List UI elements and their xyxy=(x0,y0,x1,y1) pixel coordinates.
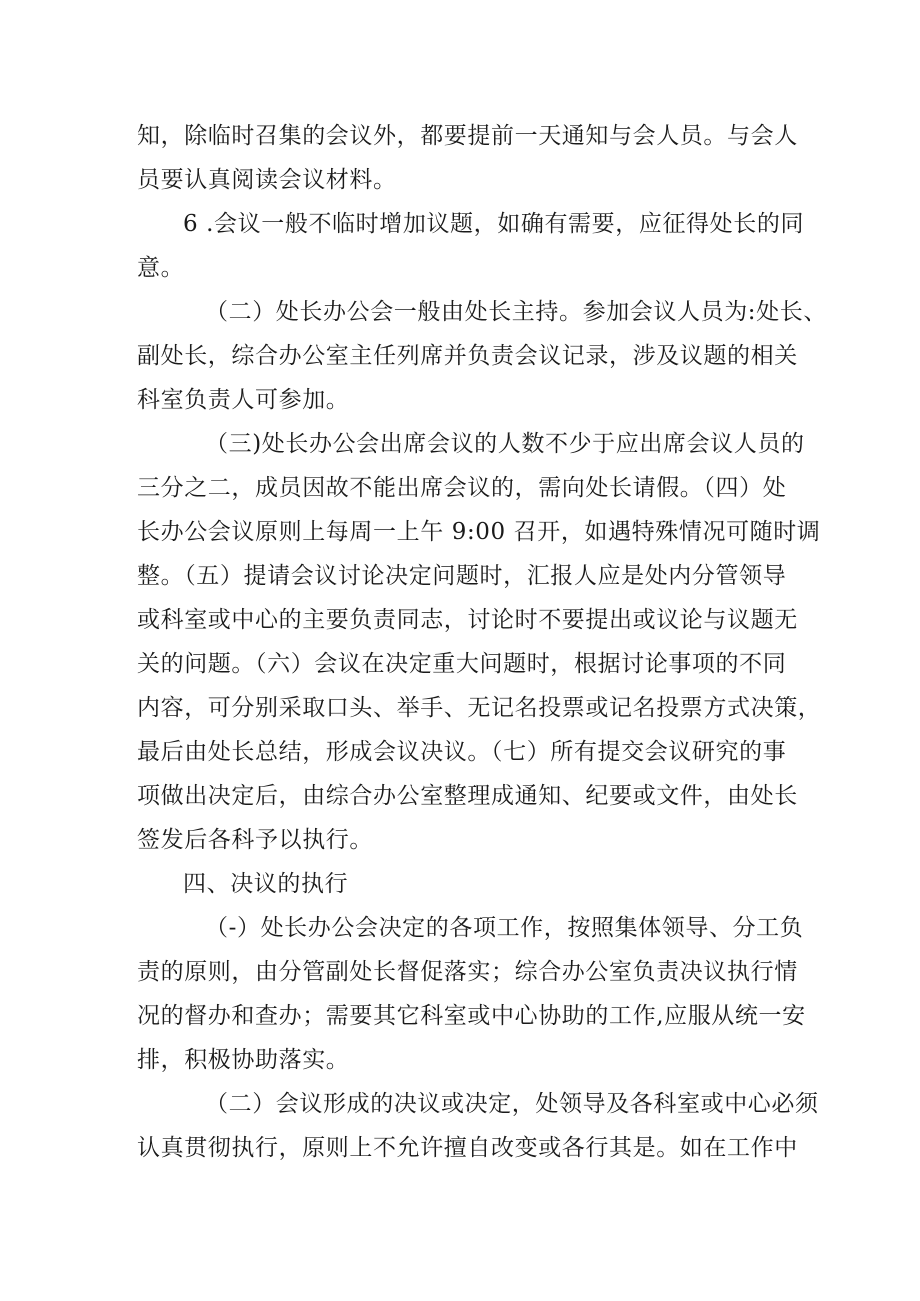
text-line-11: 整。（五）提请会议讨论决定问题时，汇报人应是处内分管领导 xyxy=(137,563,787,589)
text-line-24: 认真贯彻执行，原则上不允许擅自改变或各行其是。如在工作中 xyxy=(137,1135,798,1161)
text-line-12: 或科室或中心的主要负责同志，讨论时不要提出或议论与议题无 xyxy=(137,607,798,633)
text-line-14: 内容，可分别采取口头、举手、无记名投票或记名投票方式决策， xyxy=(137,695,822,721)
text-line-8: （三)处长办公会出席会议的人数不少于应出席会议人员的 xyxy=(205,431,805,457)
text-line-23: （二）会议形成的决议或决定，处领导及各科室或中心必须 xyxy=(205,1091,819,1117)
text-line-5: （二）处长办公会一般由处长主持。参加会议人员为:处长、 xyxy=(205,299,827,325)
text-line-1: 知，除临时召集的会议外，都要提前一天通知与会人员。与会人 xyxy=(137,123,798,149)
text-line-15: 最后由处长总结，形成会议决议。（七）所有提交会议研究的事 xyxy=(137,739,787,765)
text-line-22: 排，积极协助落实。 xyxy=(137,1047,350,1073)
text-line-9: 三分之二，成员因故不能出席会议的，需向处长请假。（四）处 xyxy=(137,475,787,501)
text-line-16: 项做出决定后，由综合办公室整理成通知、纪要或文件，由处长 xyxy=(137,783,798,809)
text-line-3: 6 .会议一般不临时增加议题，如确有需要，应征得处长的同 xyxy=(183,211,805,237)
text-line-4: 意。 xyxy=(137,255,185,281)
text-line-20: 责的原则，由分管副处长督促落实；综合办公室负责决议执行情 xyxy=(137,959,798,985)
text-line-17: 签发后各科予以执行。 xyxy=(137,827,373,853)
text-line-10: 长办公会议原则上每周一上午 9:00 召开，如遇特殊情况可随时调 xyxy=(137,519,821,545)
text-line-2: 员要认真阅读会议材料。 xyxy=(137,167,397,193)
text-line-6: 副处长，综合办公室主任列席并负责会议记录，涉及议题的相关 xyxy=(137,343,798,369)
text-line-13: 关的问题。（六）会议在决定重大问题时，根据讨论事项的不同 xyxy=(137,651,787,677)
text-line-21: 况的督办和查办；需要其它科室或中心协助的工作,应服从统一安 xyxy=(137,1003,806,1029)
section-heading: 四、决议的执行 xyxy=(183,871,349,897)
text-line-19: （-）处长办公会决定的各项工作，按照集体领导、分工负 xyxy=(205,915,804,941)
text-line-7: 科室负责人可参加。 xyxy=(137,387,350,413)
